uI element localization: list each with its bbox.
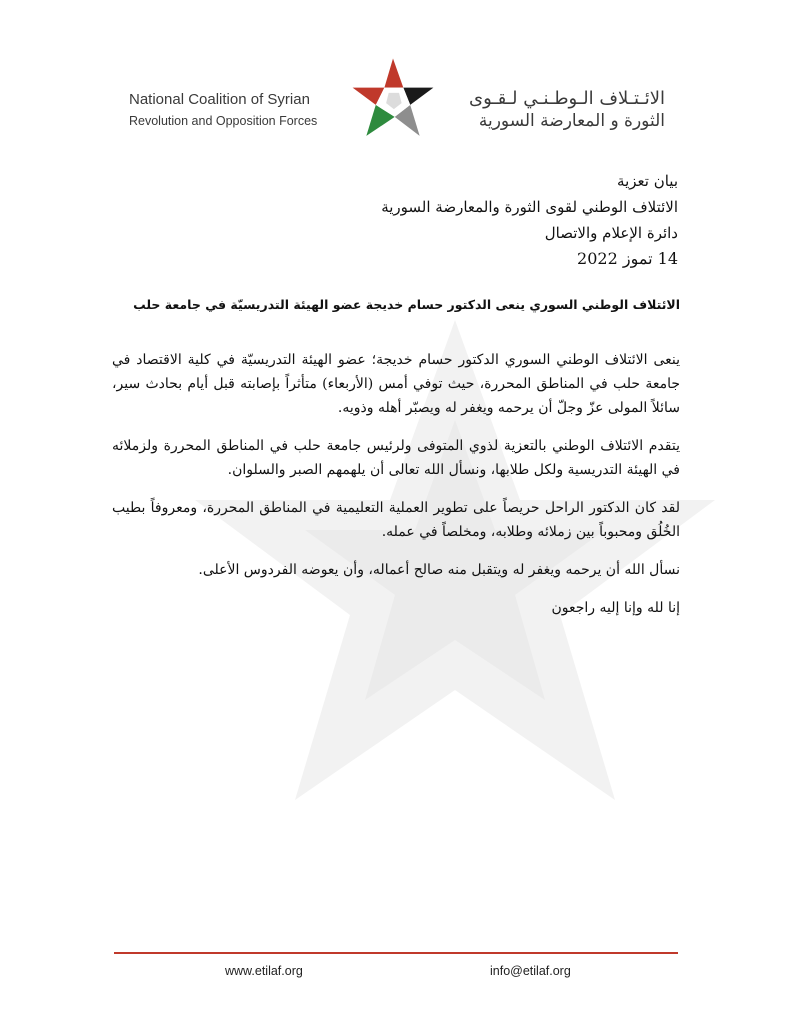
body-paragraph: إنا لله وإنا إليه راجعون (551, 600, 680, 616)
statement-type: بيان تعزية (617, 172, 678, 190)
org-name-english (129, 90, 344, 132)
statement-meta (360, 168, 678, 272)
org-name-arabic (445, 88, 665, 132)
footer-divider (114, 952, 678, 954)
org-name-en-line1: National Coalition of Syrian (129, 91, 310, 108)
footer-website: www.etilaf.org (225, 964, 303, 978)
footer-email: info@etilaf.org (490, 964, 571, 978)
statement-department: دائرة الإعلام والاتصال (544, 224, 678, 242)
body-paragraph: يتقدم الائتلاف الوطني بالتعزية لذوي المتوفى ولرئيس جامعة حلب في المناطق المحررة ولزملائه في الهيئة التدريسية ولكل طلابها، ونسأل الله تعالى أن يلهمهم الصبر والسلوان. (112, 438, 680, 478)
org-name-ar-line1: الائـتـلاف الـوطـنـي لـقـوى (469, 88, 665, 109)
body-paragraph: ينعى الائتلاف الوطني السوري الدكتور حسام خديجة؛ عضو الهيئة التدريسيّة في كلية الاقتصاد في جامعة حلب في المناطق المحررة، حيث توفي أمس (الأربعاء) متأثراً بإصابته قبل أيام بحادث سير، سائلاً المولى عزّ وجلّ أن يرحمه ويغفر له ويصبّر أهله وذويه. (112, 352, 680, 416)
statement-date: 14 تموز 2022 (577, 249, 678, 268)
statement-body (112, 348, 680, 634)
body-paragraph: نسأل الله أن يرحمه ويغفر له ويتقبل منه صالح أعماله، وأن يعوضه الفردوس الأعلى. (198, 562, 680, 578)
statement-title: الائتلاف الوطني السوري ينعى الدكتور حسام خديجة عضو الهيئة التدريسيّة في جامعة حلب (133, 297, 680, 312)
star-logo-icon (350, 55, 436, 141)
statement-organization: الائتلاف الوطني لقوى الثورة والمعارضة السورية (381, 198, 678, 216)
body-paragraph: لقد كان الدكتور الراحل حريصاً على تطوير العملية التعليمية في المناطق المحررة، ومعروفاً بطيب الخُلُق ومحبوباً بين زملائه وطلابه، ومخلصاً في عمله. (112, 500, 680, 540)
org-name-ar-line2: الثورة و المعارضة السورية (478, 111, 665, 131)
org-name-en-line2: Revolution and Opposition Forces (129, 114, 318, 128)
